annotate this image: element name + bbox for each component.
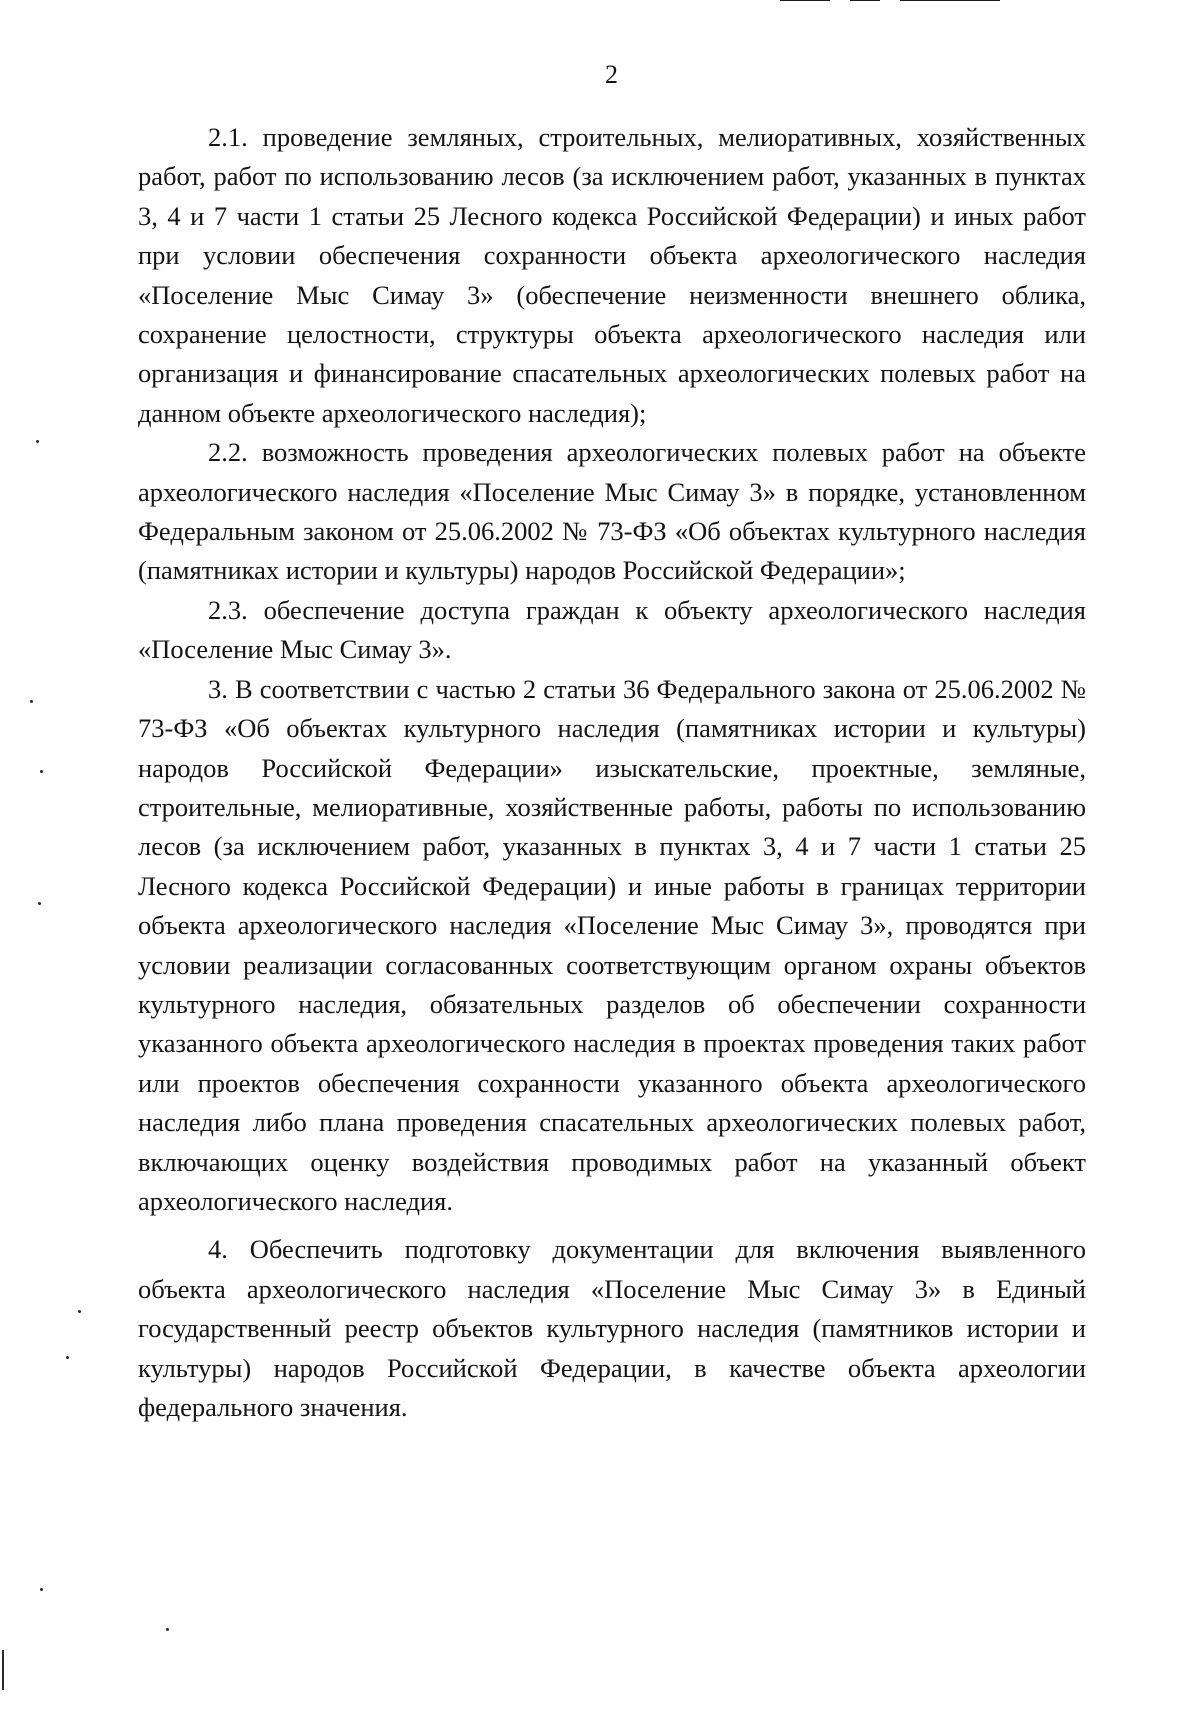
scan-artifact-line <box>900 0 1000 1</box>
scan-speck <box>78 1310 81 1313</box>
scan-speck <box>66 1356 69 1359</box>
scan-artifact-line <box>780 0 830 1</box>
scan-speck <box>30 700 33 703</box>
scan-speck <box>38 902 41 905</box>
page-number: 2 <box>605 60 618 89</box>
scan-speck <box>2 1650 4 1690</box>
scan-speck <box>40 1588 43 1591</box>
paragraph-4: 4. Обеспечить подготовку документации для включения выявленного объекта археологического наследия «Поселение Мыс Симау 3» в Единый государственный реестр объектов культурного наследия (памятников истории и культуры) народов Российской Федерации, в качестве объекта археологии федерального значения. <box>138 1234 1086 1422</box>
document-body <box>138 118 1086 1427</box>
paragraph-3: 3. В соответствии с частью 2 статьи 36 Федерального закона от 25.06.2002 № 73-ФЗ «Об объектах культурного наследия (памятниках истории и культуры) народов Российской Федерации» изыскательские, проектные, земляные, строительные, мелиоративные, хозяйственные работы, работы по использованию лесов (за исключением работ, указанных в пунктах 3, 4 и 7 части 1 статьи 25 Лесного кодекса Российской Федерации) и иные работы в границах территории объекта археологического наследия «Поселение Мыс Симау 3», проводятся при условии реализации согласованных соответствующим органом охраны объектов культурного наследия, обязательных разделов об обеспечении сохранности указанного объекта археологического наследия в проектах проведения таких работ или проектов обеспечения сохранности указанного объекта археологического наследия либо плана проведения спасательных археологических полевых работ, включающих оценку воздействия проводимых работ на указанный объект археологического наследия. <box>138 673 1086 1216</box>
scan-speck <box>36 440 39 443</box>
paragraph-2-2: 2.2. возможность проведения археологических полевых работ на объекте археологического наследия «Поселение Мыс Симау 3» в порядке, установленном Федеральным законом от 25.06.2002 № 73-ФЗ «Об объектах культурного наследия (памятниках истории и культуры) народов Российской Федерации»; <box>138 437 1086 586</box>
scan-speck <box>40 770 43 773</box>
scan-artifact-line <box>850 0 880 1</box>
paragraph-2-3: 2.3. обеспечение доступа граждан к объекту археологического наследия «Поселение Мыс Симау 3». <box>138 594 1086 665</box>
paragraph-2-1: 2.1. проведение земляных, строительных, мелиоративных, хозяйственных работ, работ по использованию лесов (за исключением работ, указанных в пунктах 3, 4 и 7 части 1 статьи 25 Лесного кодекса Российской Федерации) и иных работ при условии обеспечения сохранности объекта археологического наследия «Поселение Мыс Симау 3» (обеспечение неизменности внешнего облика, сохранение целостности, структуры объекта археологического наследия или организация и финансирование спасательных археологических полевых работ на данном объекте археологического наследия); <box>138 122 1086 428</box>
scan-speck <box>166 1628 169 1631</box>
